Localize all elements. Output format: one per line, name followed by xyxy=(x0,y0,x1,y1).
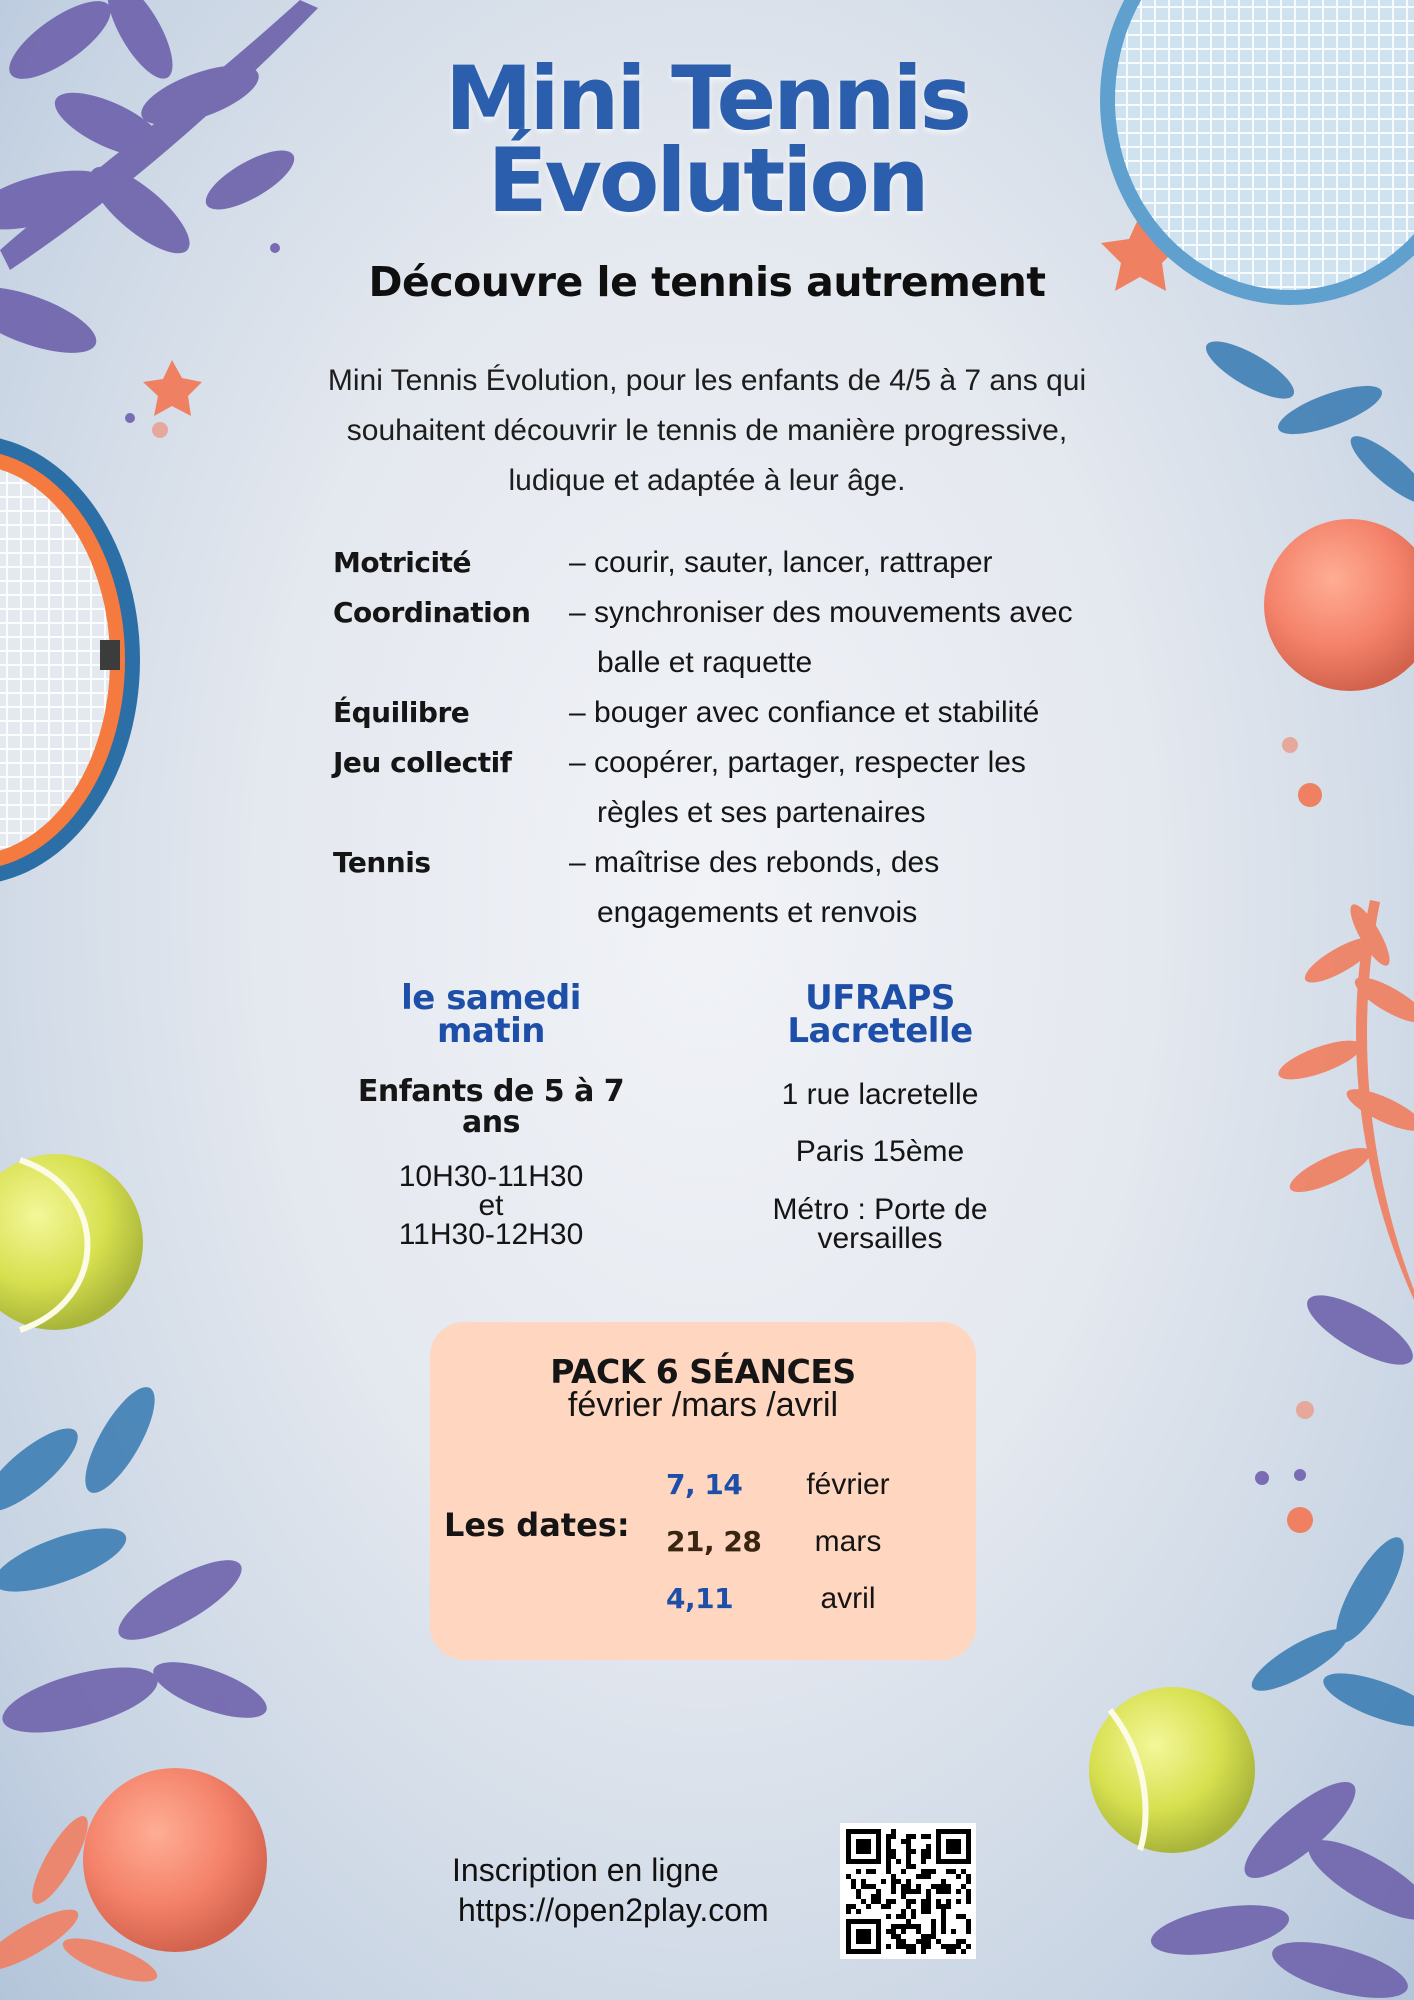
skill-item-tennis xyxy=(333,838,1133,938)
date-row xyxy=(666,1525,946,1565)
signup-info xyxy=(452,1850,769,1930)
date-month: février xyxy=(806,1468,890,1501)
skill-description xyxy=(569,838,1133,938)
page-title xyxy=(0,47,1414,232)
skill-description-line: – synchroniser des mouvements avec xyxy=(569,596,1073,629)
venue-heading-line: UFRAPS xyxy=(805,978,955,1018)
title-line-1: Mini Tennis xyxy=(444,47,970,150)
skill-name: Coordination xyxy=(333,596,531,629)
date-row xyxy=(666,1582,946,1622)
date-month: mars xyxy=(814,1525,882,1558)
intro-line: Mini Tennis Évolution, pour les enfants de 4/5 à 7 ans qui xyxy=(327,364,1087,397)
skill-description-line: – coopérer, partager, respecter les xyxy=(569,746,1026,779)
skill-description-line: règles et ses partenaires xyxy=(597,796,926,829)
skill-description xyxy=(569,588,1133,688)
schedule-heading-line: le samedi xyxy=(401,978,581,1018)
date-days: 7, 14 xyxy=(666,1468,743,1501)
date-month: avril xyxy=(820,1582,876,1615)
skill-item-coordination xyxy=(333,588,1133,688)
title-line-2: Évolution xyxy=(487,129,927,232)
skill-name: Équilibre xyxy=(333,696,470,729)
skills-list xyxy=(333,538,1133,938)
tennis-ball-icon xyxy=(1264,519,1414,691)
tennis-ball-icon xyxy=(0,1154,143,1330)
pack-subtitle: février /mars /avril xyxy=(567,1386,839,1424)
skill-description-line: balle et raquette xyxy=(597,646,813,679)
leaf-icon xyxy=(1274,900,1414,1300)
page-subtitle: Découvre le tennis autrement xyxy=(368,258,1046,306)
venue-street: 1 rue lacretelle xyxy=(781,1078,979,1111)
signup-link[interactable]: https://open2play.com xyxy=(458,1892,769,1928)
qr-code-icon[interactable] xyxy=(840,1823,976,1959)
schedule-column xyxy=(336,978,646,1251)
location-column xyxy=(730,978,1030,1255)
date-days: 4,11 xyxy=(666,1582,734,1615)
skill-description-line: – bouger avec confiance et stabilité xyxy=(569,696,1040,729)
date-days: 21, 28 xyxy=(666,1525,762,1558)
session-time-joiner: et xyxy=(478,1189,504,1222)
schedule-heading xyxy=(336,978,646,1051)
skill-description-line: – maîtrise des rebonds, des xyxy=(569,846,940,879)
venue-city: Paris 15ème xyxy=(795,1135,965,1168)
skill-description xyxy=(569,538,1133,588)
session-times xyxy=(336,1162,646,1249)
skill-name: Jeu collectif xyxy=(333,746,512,779)
age-group-line: Enfants de 5 à 7 xyxy=(357,1074,625,1109)
skill-description-line: engagements et renvois xyxy=(597,896,918,929)
session-time: 11H30-12H30 xyxy=(398,1218,584,1251)
venue-metro-line: Métro : Porte de xyxy=(772,1193,988,1226)
venue-metro-line: versailles xyxy=(817,1222,943,1255)
leaf-icon xyxy=(1298,1283,1414,1378)
leaf-icon xyxy=(0,1378,273,1746)
tennis-ball-icon xyxy=(83,1768,267,1952)
venue-heading-line: Lacretelle xyxy=(787,1011,973,1051)
intro-line: souhaitent découvrir le tennis de manière progressive, xyxy=(346,414,1068,447)
dates-label: Les dates: xyxy=(444,1506,630,1544)
date-row xyxy=(666,1468,946,1508)
pack-title: PACK 6 SÉANCES xyxy=(550,1352,856,1391)
intro-line: ludique et adaptée à leur âge. xyxy=(508,464,906,497)
age-group-line: ans xyxy=(462,1105,520,1140)
skill-item-motricite xyxy=(333,538,1133,588)
intro-paragraph xyxy=(0,356,1414,506)
venue-metro xyxy=(730,1195,1030,1253)
signup-label: Inscription en ligne xyxy=(452,1852,719,1888)
pack-card xyxy=(430,1322,976,1660)
skill-name: Motricité xyxy=(333,546,471,579)
skill-description xyxy=(569,688,1133,738)
skill-name: Tennis xyxy=(333,846,431,879)
venue-heading xyxy=(730,978,1030,1051)
age-group xyxy=(336,1076,646,1138)
schedule-heading-line: matin xyxy=(437,1011,545,1051)
skill-description xyxy=(569,738,1133,838)
skill-item-equilibre xyxy=(333,688,1133,738)
session-time: 10H30-11H30 xyxy=(398,1160,584,1193)
qr-code-graphic xyxy=(840,1823,976,1959)
skill-description-line: – courir, sauter, lancer, rattraper xyxy=(569,546,993,579)
skill-item-jeu-collectif xyxy=(333,738,1133,838)
